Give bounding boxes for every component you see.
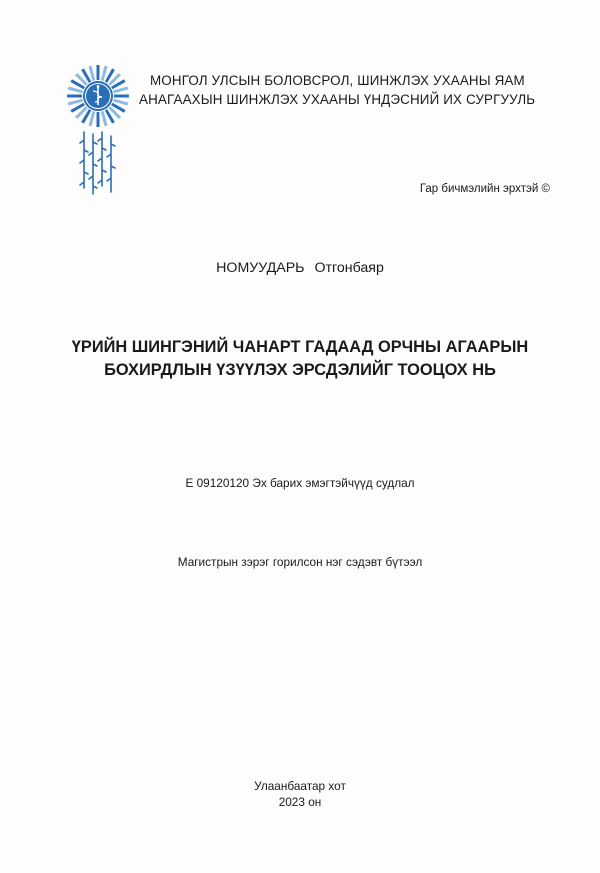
thesis-title-line-1: ҮРИЙН ШИНГЭНИЙ ЧАНАРТ ГАДААД ОРЧНЫ АГААРЫН	[71, 338, 529, 356]
university-emblem-icon	[66, 64, 130, 128]
mongolian-script-seal-icon	[74, 128, 122, 198]
year: 2023 он	[278, 795, 322, 809]
specialty-code: Е 09120120 Эх барих эмэгтэйчүүд судлал	[185, 476, 415, 490]
copyright-note: Гар бичмэлийн эрхтэй ©	[419, 183, 550, 195]
emblem-ray	[96, 65, 99, 80]
emblem-ray	[114, 94, 129, 97]
author-first-name: Отгонбаяр	[314, 260, 384, 276]
thesis-title-line-2: БОХИРДЛЫН ҮЗҮҮЛЭХ ЭРСДЭЛИЙГ ТООЦОХ НЬ	[104, 361, 496, 379]
emblem-ray	[67, 94, 82, 97]
emblem-ray	[96, 112, 99, 127]
city: Улаанбаатар хот	[254, 779, 346, 793]
degree-statement: Магистрын зэрэг горилсон нэг сэдэвт бүтээл	[177, 555, 423, 569]
university-name: АНАГААХЫН ШИНЖЛЭХ УХААНЫ ҮНДЭСНИЙ ИХ СУРГУУЛЬ	[139, 92, 536, 107]
author-last-name: НОМУУДАРЬ	[216, 260, 305, 276]
author-name	[0, 260, 600, 276]
ministry-name: МОНГОЛ УЛСЫН БОЛОВСРОЛ, ШИНЖЛЭХ УХААНЫ ЯАМ	[150, 73, 525, 88]
